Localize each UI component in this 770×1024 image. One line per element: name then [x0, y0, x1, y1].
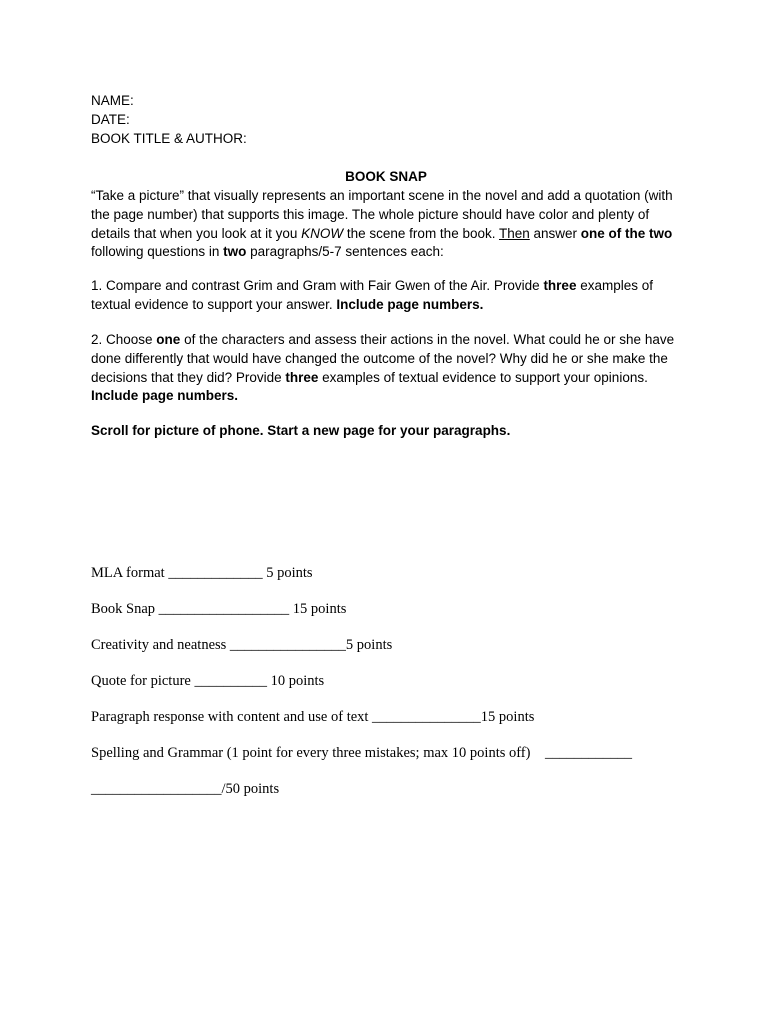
rubric-creativity: Creativity and neatness ________________5 points — [91, 637, 393, 653]
intro-text-2: the scene from the book. — [343, 225, 499, 241]
intro-know: KNOW — [301, 225, 344, 241]
q1-include: Include page numbers. — [336, 296, 484, 312]
q1-text-1: 1. Compare and contrast Grim and Gram with Fair Gwen of the Air. Provide — [91, 278, 544, 293]
date-label: DATE: — [91, 111, 130, 127]
intro-paragraph — [91, 187, 691, 262]
q1-three: three — [543, 278, 577, 293]
rubric-quote: Quote for picture __________ 10 points — [91, 673, 325, 689]
page-title: BOOK SNAP — [345, 169, 427, 184]
q2-text-1: 2. Choose — [91, 332, 157, 347]
q2-three: three — [285, 369, 319, 385]
rubric-paragraph: Paragraph response with content and use of text _______________15 points — [91, 709, 535, 725]
intro-two: two — [223, 244, 247, 260]
book-title-author-label: BOOK TITLE & AUTHOR: — [91, 130, 247, 146]
q1-text-2: examples of textual evidence to support your answer. — [91, 278, 653, 312]
intro-text-3: answer — [529, 225, 581, 241]
intro-text-4: following questions in — [91, 244, 224, 260]
q2-text-2: of the characters and assess their actions in the novel. What could he or she have done differently that would have changed the outcome of the novel? Why did he or she make the decisions that they did? Provide — [91, 332, 675, 385]
q2-text-3: examples of textual evidence to support your opinions. — [318, 369, 648, 385]
name-label: NAME: — [91, 93, 134, 108]
question-2 — [91, 331, 691, 406]
intro-then: Then — [498, 225, 530, 241]
intro-text-1: “Take a picture” that visually represents an important scene in the novel and add a quotation (with the page number) that supports this image. The whole picture should have color and plenty of details that when you look at it you — [91, 188, 673, 241]
rubric-mla: MLA format _____________ 5 points — [91, 565, 313, 581]
scroll-note: Scroll for picture of phone. Start a new page for your paragraphs. — [91, 423, 511, 438]
question-1 — [91, 277, 691, 315]
header-fields — [91, 92, 247, 148]
q2-include: Include page numbers. — [91, 388, 239, 404]
rubric-total: __________________/50 points — [91, 781, 280, 797]
intro-text-5: paragraphs/5-7 sentences each: — [246, 244, 444, 260]
rubric-spelling: Spelling and Grammar (1 point for every three mistakes; max 10 points off) ____________ — [91, 745, 632, 761]
q2-one: one — [156, 332, 181, 347]
rubric-book-snap: Book Snap __________________ 15 points — [91, 601, 347, 617]
intro-one-of-two: one of the two — [580, 225, 673, 241]
